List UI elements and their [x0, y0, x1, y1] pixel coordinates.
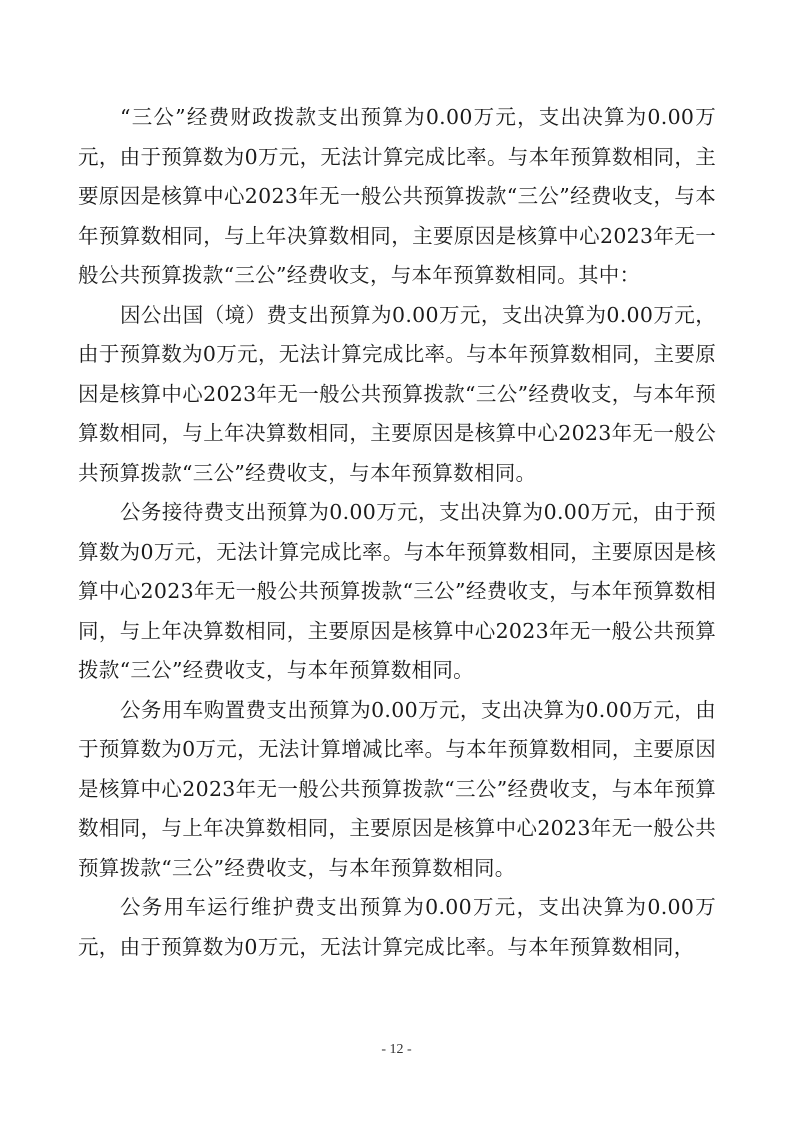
page-number: - 12 - [381, 1042, 412, 1057]
paragraph-overseas-travel: 因公出国（境）费支出预算为0.00万元，支出决算为0.00万元，由于预算数为0万元，无法计算完成比率。与本年预算数相同，主要原因是核算中心2023年无一般公共预算拨款“三公”经费收支，与本年预算数相同，与上年决算数相同，主要原因是核算中心2023年无一般公共预算拨款“三公”经费收支，与本年预算数相同。 [78, 302, 716, 485]
paragraph-three-public-expenses: “三公”经费财政拨款支出预算为0.00万元，支出决算为0.00万元，由于预算数为0万元，无法计算完成比率。与本年预算数相同，主要原因是核算中心2023年无一般公共预算拨款“三公”经费收支，与本年预算数相同，与上年决算数相同，主要原因是核算中心2023年无一般公共预算拨款“三公”经费收支，与本年预算数相同。其中： [78, 105, 716, 287]
document-body [78, 98, 716, 967]
paragraph-vehicle-purchase: 公务用车购置费支出预算为0.00万元，支出决算为0.00万元，由于预算数为0万元，无法计算增减比率。与本年预算数相同，主要原因是核算中心2023年无一般公共预算拨款“三公”经费收支，与本年预算数相同，与上年决算数相同，主要原因是核算中心2023年无一般公共预算拨款“三公”经费收支，与本年预算数相同。 [78, 697, 716, 880]
paragraph-vehicle-operation: 公务用车运行维护费支出预算为0.00万元，支出决算为0.00万元，由于预算数为0万元，无法计算完成比率。与本年预算数相同， [78, 895, 716, 959]
paragraph-official-reception: 公务接待费支出预算为0.00万元，支出决算为0.00万元，由于预算数为0万元，无法计算完成比率。与本年预算数相同，主要原因是核算中心2023年无一般公共预算拨款“三公”经费收支，与本年预算数相同，与上年决算数相同，主要原因是核算中心2023年无一般公共预算拨款“三公”经费收支，与本年预算数相同。 [78, 500, 716, 682]
